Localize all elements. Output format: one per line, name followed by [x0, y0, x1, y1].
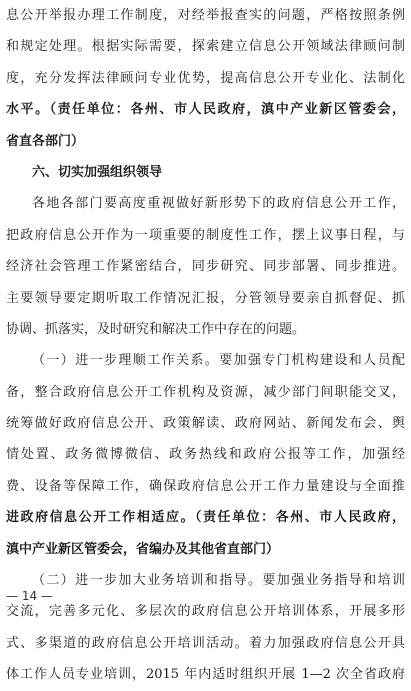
text-line: 统筹做好政府信息公开、政策解读、政府网站、新闻发布会、舆 — [6, 416, 405, 432]
text-line: 进政府信息公开工作相适应。（责任单位：各州、市人民政府， — [6, 510, 405, 526]
subsection-line: （二）进一步加大业务培训和指导。要加强业务指导和培训 — [32, 573, 405, 589]
text-line: 费、设备等保障工作，确保政府信息公开工作力量建设与全面推 — [6, 478, 405, 494]
subsection-line: （一）进一步理顺工作关系。要加强专门机构建设和人员配 — [32, 353, 405, 369]
section-heading: 六、切实加强组织领导 — [32, 164, 163, 180]
text-line: 式、多渠道的政府信息公开培训活动。着力加强政府信息公开具 — [6, 635, 405, 651]
text-line: 息公开举报办理工作制度，对经举报查实的问题，严格按照条例 — [6, 8, 405, 23]
text-line: 水平。（责任单位：各州、市人民政府，滇中产业新区管委会， — [6, 102, 405, 118]
text-line: 备，整合政府信息公开工作机构及资源，减少部门间职能交叉， — [6, 384, 405, 400]
page-number: — 14 — — [6, 589, 53, 603]
text-line: 省直各部门） — [6, 133, 85, 149]
text-line: 各地各部门要高度重视做好新形势下的政府信息公开工作， — [32, 196, 405, 212]
text-line: 把政府信息公开作为一项重要的制度性工作，摆上议事日程，与 — [6, 227, 405, 243]
text-line: 主要领导要定期听取工作情况汇报，分管领导要亲自抓督促、抓 — [6, 290, 405, 306]
text-line: 滇中产业新区管委会，省编办及其他省直部门） — [6, 541, 280, 557]
document-page — [6, 0, 405, 691]
text-line: 体工作人员专业培训，2015 年内适时组织开展 1—2 次全省政府 — [6, 667, 405, 683]
text-line: 度，充分发挥法律顾问专业优势，提高信息公开专业化、法制化 — [6, 70, 405, 86]
text-line: 和规定处理。根据实际需要，探索建立信息公开领域法律顾问制 — [6, 39, 405, 55]
text-line: 协调、抓落实，及时研究和解决工作中存在的问题。 — [6, 321, 306, 337]
text-line: 交流，完善多元化、多层次的政府信息公开培训体系，开展多形 — [6, 604, 405, 620]
text-line: 经济社会管理工作紧密结合，同步研究、同步部署、同步推进。 — [6, 259, 405, 275]
text-line: 情处置、政务微博微信、政务热线和政府公报等工作，加强经 — [6, 447, 405, 463]
